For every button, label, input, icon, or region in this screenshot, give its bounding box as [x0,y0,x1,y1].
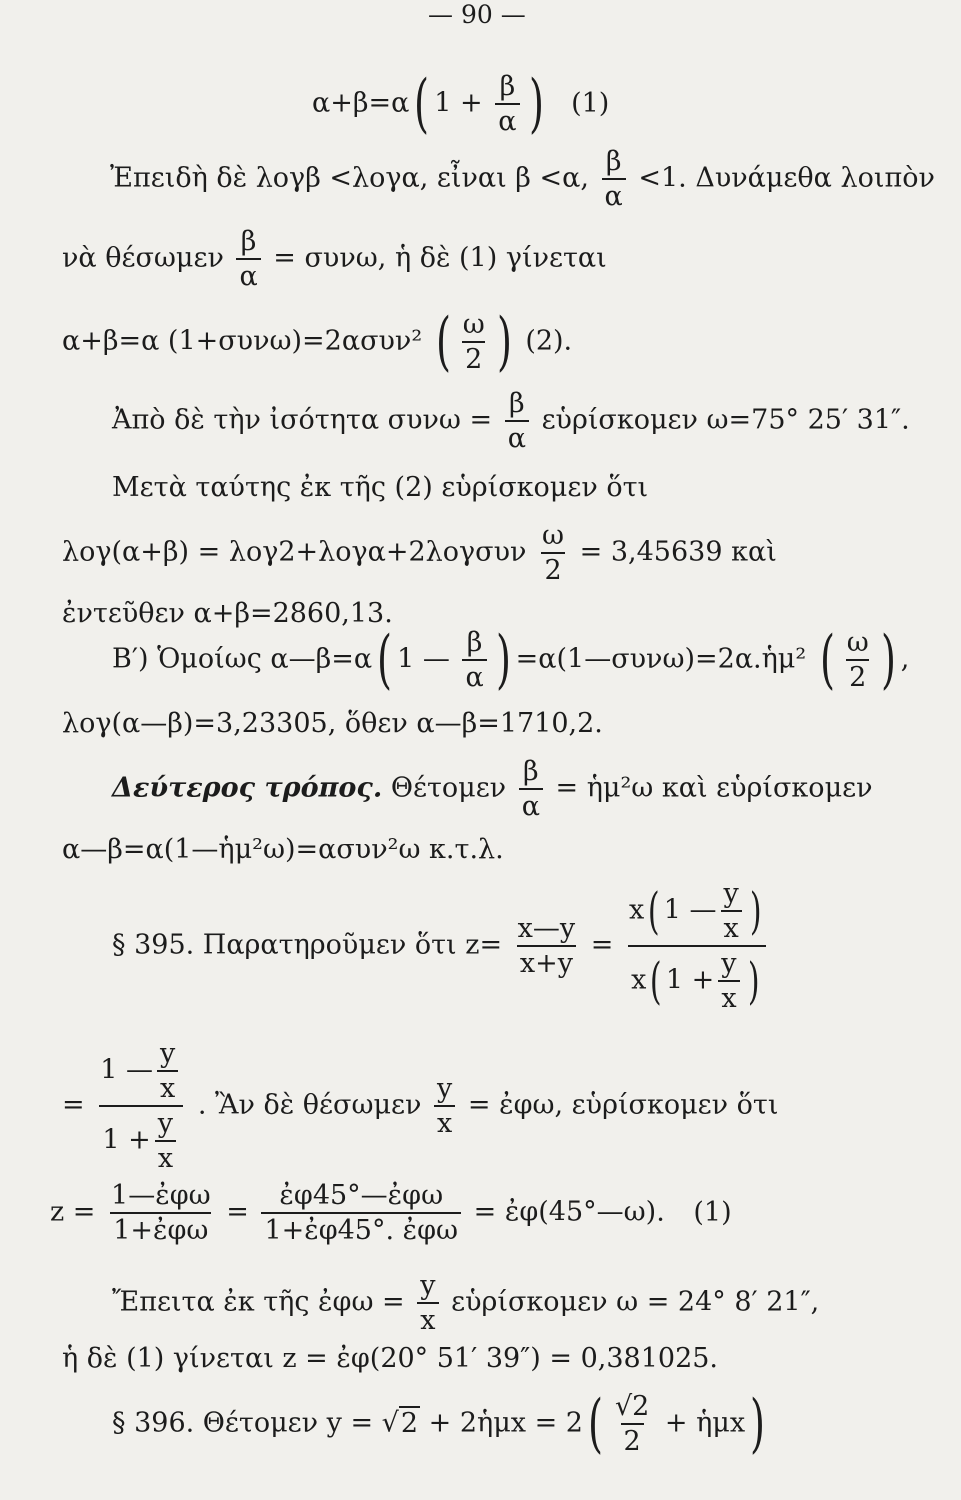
numerator: y [157,1108,174,1139]
paren: ) [528,67,544,141]
denominator: x [434,1105,455,1137]
denominator: α [519,788,543,820]
denominator [99,1105,183,1172]
equation-tag: (1) [571,87,610,119]
equation-7 [50,1182,732,1244]
text: Ἐπειδὴ δὲ λογβ <λογα, εἶναι β <α, [110,162,589,194]
equation-text: = ἐφ(45°—ω). [473,1196,665,1228]
fraction [844,629,872,691]
text: . Ἂν δὲ θέσωμεν [197,1089,422,1121]
fraction [155,1110,176,1172]
fraction [108,1182,214,1244]
fraction [157,1040,178,1102]
text-line-12: α—β=α(1—ἡμ²ω)=ασυν²ω κ.τ.λ. [62,834,504,865]
text: εὑρίσκομεν ω=75° 25′ 31″. [541,404,910,436]
numerator: ω [462,309,485,340]
fraction [460,311,488,373]
equation-text: 1 — [663,894,717,926]
equation-text: z = [50,1196,96,1228]
equation-text: 1 — [397,643,450,675]
denominator: x [155,1140,176,1172]
denominator: 2 [621,1423,644,1455]
paren: ) [495,623,511,697]
equation-text: α+β=α [312,87,410,119]
denominator: 2 [462,341,485,373]
text: <1. Δυνάμεθα λοιπὸν [638,162,935,194]
paren: ( [648,882,660,940]
paren: ( [650,952,663,1010]
text-line-5 [112,390,910,452]
paren: ( [819,623,835,697]
compound-fraction [97,1040,185,1172]
compound-fraction [626,880,768,1012]
equation-text: λογ(α+β) = λογ2+λογα+2λογσυν [62,536,527,568]
text-line-16 [112,1272,819,1334]
text-line-3 [62,228,607,290]
fraction [718,950,739,1012]
denominator: 1+ἐφω [110,1212,211,1244]
equation-2 [62,305,573,379]
equation-text: α+β=α (1+συνω)=2ασυν² [62,325,431,357]
numerator: 1—ἐφω [111,1180,211,1211]
paren: ( [414,67,430,141]
denominator: α [505,420,529,452]
paren: ) [880,623,896,697]
equation-text: § 395. Παρατηροῦμεν ὅτι z= [112,929,503,961]
text-line-17: ἡ δὲ (1) γίνεται z = ἐφ(20° 51′ 39″) = 0,381025. [62,1343,719,1374]
equation-text: , [900,643,910,675]
equation-3 [62,522,777,584]
equation-4 [112,623,910,697]
denominator [628,945,766,1012]
equation-text: = [62,1089,85,1121]
equation-text: Β′) Ὁμοίως α—β=α [112,643,373,675]
fraction [602,148,626,210]
section-heading: Δεύτερος τρόπος. [112,772,383,804]
fraction [417,1272,438,1334]
text: Ἀπὸ δὲ τὴν ἰσότητα συνω = [112,404,493,436]
fraction [236,228,260,290]
denominator: α [602,178,626,210]
paren: ) [750,1387,766,1461]
text-line-8: ἐντεῦθεν α+β=2860,13. [62,598,393,629]
numerator: β [240,226,257,257]
equation-text: 1 + [665,964,715,996]
numerator: β [605,146,622,177]
text: = ἐφω, εὑρίσκομεν ὅτι [467,1089,779,1121]
equation-tag: (2). [525,325,573,357]
text: Θέτομεν [390,772,507,804]
paren: ( [587,1387,603,1461]
equation-text: 1 + [102,1124,151,1156]
text: εὑρίσκομεν ω = 24° 8′ 21″, [451,1286,820,1318]
text-line-6: Μετὰ ταύτης ἐκ τῆς (2) εὑρίσκομεν ὅτι [112,472,649,503]
equation-text: 1 + [434,87,483,119]
text-line-10: λογ(α—β)=3,23305, ὅθεν α—β=1710,2. [62,708,603,739]
denominator: α [462,659,486,691]
fraction [720,880,741,942]
text-line-11 [112,758,873,820]
paren: ( [377,623,393,697]
equation-text: = 3,45639 καὶ [579,536,777,568]
denominator: x [157,1070,178,1102]
equation-text: + ἡμx [664,1407,746,1439]
equation-text: =α(1—συνω)=2α.ἡμ² [515,643,807,675]
equation-text: = [226,1196,249,1228]
denominator: 1+ἐφ45°. ἐφω [261,1212,461,1244]
numerator: y [721,948,737,979]
equation-text: = [590,929,614,961]
equation-8 [112,1387,770,1461]
fraction [495,73,519,135]
equation-text: § 396. Θέτομεν y = √ [112,1407,399,1439]
equation-text: x [628,894,645,926]
denominator: 2 [541,552,564,584]
denominator: 2 [846,659,869,691]
denominator: x [417,1302,438,1334]
fraction [434,1075,455,1137]
numerator: ω [846,627,869,658]
equation-text: 1 — [100,1054,153,1086]
numerator: y [420,1270,436,1301]
paren: ) [749,882,762,940]
equation-5 [112,880,772,1012]
text: = ἡμ²ω καὶ εὑρίσκομεν [555,772,873,804]
equation-text: x [631,964,647,996]
text: Ἔπειτα ἐκ τῆς ἐφω = [112,1286,405,1318]
fraction [462,629,486,691]
equation-tag: (1) [693,1196,732,1228]
numerator: y [723,878,739,909]
numerator: y [437,1073,453,1104]
fraction [539,522,567,584]
denominator: x [721,910,742,942]
numerator: ω [542,520,565,551]
equation-1 [312,67,610,141]
equation-text: + 2ἡμx = 2 [428,1407,583,1439]
fraction [612,1393,652,1455]
numerator: √2 [614,1391,650,1422]
numerator: x—y [517,913,576,944]
equation-6 [62,1040,778,1172]
denominator: α [495,103,519,135]
denominator: x [718,980,739,1012]
denominator: x+y [517,945,576,977]
text: νὰ θέσωμεν [62,242,224,274]
numerator: β [499,71,516,102]
fraction [261,1182,461,1244]
paren: ) [747,952,760,1010]
numerator [626,880,768,945]
fraction [519,758,543,820]
numerator [97,1040,185,1105]
numerator: β [523,756,539,787]
fraction [505,390,529,452]
text-line-2 [110,148,935,210]
numerator: β [509,388,525,419]
paren: ( [435,305,451,379]
fraction [515,915,578,977]
numerator: y [159,1038,176,1069]
text: = συνω, ἡ δὲ (1) γίνεται [273,242,607,274]
paren: ) [496,305,512,379]
page-number: — 90 — [428,0,526,29]
numerator: ἐφ45°—ἐφω [279,1180,444,1211]
denominator: α [236,258,260,290]
numerator: β [466,627,483,658]
sqrt-radicand: 2 [400,1407,419,1439]
